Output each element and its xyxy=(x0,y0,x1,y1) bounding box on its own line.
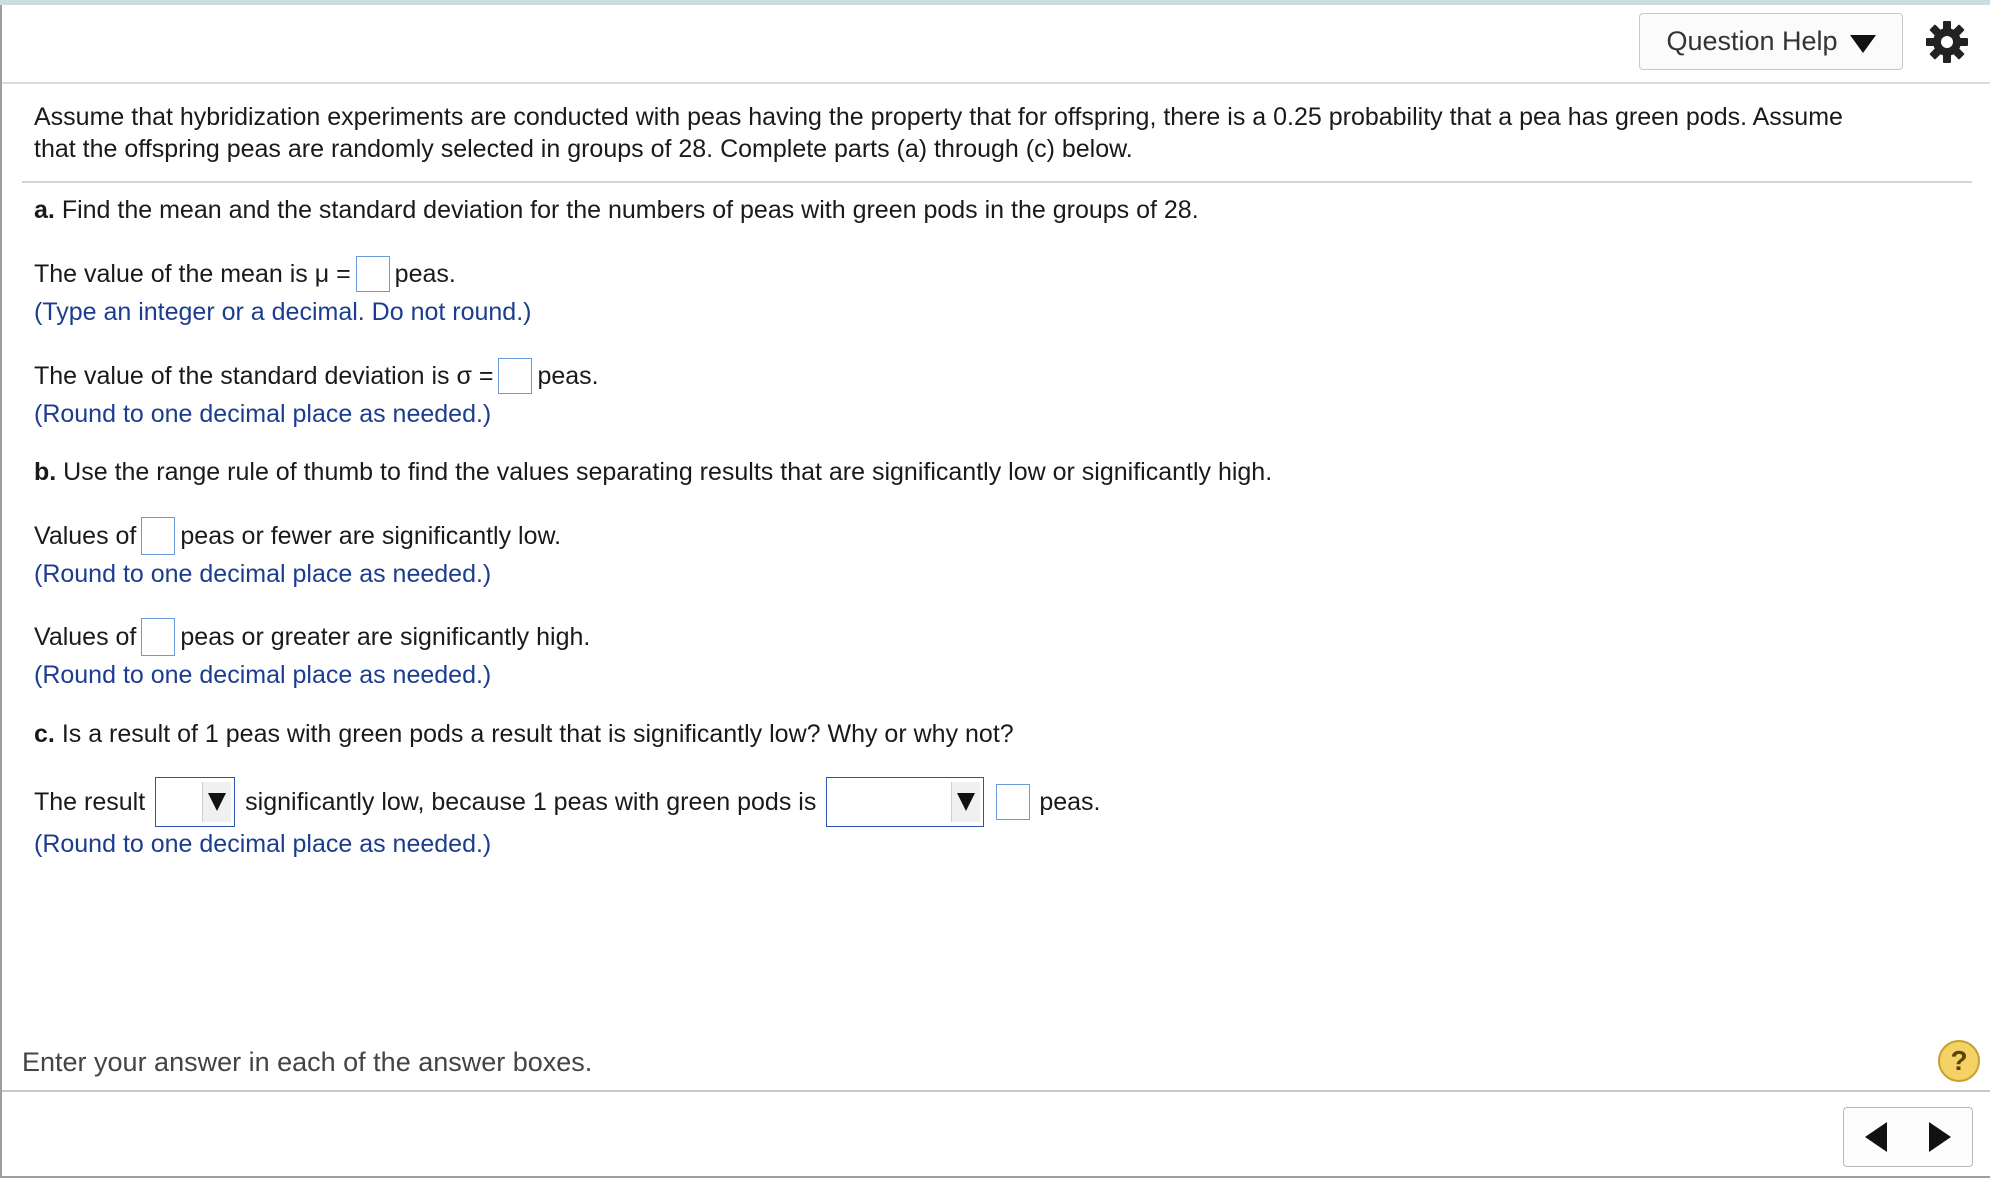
result-middle: significantly low, because 1 peas with green pods is xyxy=(245,787,817,816)
mean-prefix: The value of the mean is μ = xyxy=(34,259,351,288)
sd-suffix: peas. xyxy=(537,361,599,390)
result-prefix: The result xyxy=(34,787,146,816)
part-a-question xyxy=(34,194,1199,226)
high-row xyxy=(34,618,590,656)
next-arrow-icon[interactable] xyxy=(1929,1122,1951,1152)
dropdown-arrow-icon xyxy=(951,782,980,822)
sd-prefix: The value of the standard deviation is σ = xyxy=(34,361,494,390)
left-border xyxy=(0,5,2,1178)
header-divider xyxy=(2,82,1990,84)
sd-hint: (Round to one decimal place as needed.) xyxy=(34,400,492,428)
result-row xyxy=(34,776,1101,828)
part-c-label: c. xyxy=(34,720,55,748)
sd-row xyxy=(34,358,599,394)
low-suffix: peas or fewer are significantly low. xyxy=(180,521,562,550)
part-c-question xyxy=(34,718,1014,750)
high-suffix: peas or greater are significantly high. xyxy=(180,622,591,651)
comparison-dropdown[interactable] xyxy=(826,777,984,827)
gear-icon[interactable] xyxy=(1925,20,1969,64)
intro-line-1: Assume that hybridization experiments are conducted with peas having the property that for offspring, there is a 0.25 probability that a pea has green pods. Assume xyxy=(34,103,1843,131)
question-help-button[interactable] xyxy=(1639,13,1903,70)
footer-instruction: Enter your answer in each of the answer boxes. xyxy=(22,1047,593,1077)
caret-down-icon xyxy=(1850,35,1876,53)
previous-arrow-icon[interactable] xyxy=(1865,1122,1887,1152)
low-answer-input[interactable] xyxy=(141,517,175,555)
question-nav xyxy=(1843,1107,1973,1167)
result-suffix: peas. xyxy=(1039,787,1101,816)
is-isnot-dropdown[interactable] xyxy=(155,777,235,827)
mean-row xyxy=(34,256,456,292)
question-help-label: Question Help xyxy=(1666,26,1838,56)
low-prefix: Values of xyxy=(34,521,137,550)
high-prefix: Values of xyxy=(34,622,137,651)
part-a-text: Find the mean and the standard deviation for the numbers of peas with green pods in the groups of 28. xyxy=(61,196,1199,224)
result-hint: (Round to one decimal place as needed.) xyxy=(34,830,492,858)
low-hint: (Round to one decimal place as needed.) xyxy=(34,560,492,588)
help-icon[interactable]: ? xyxy=(1938,1040,1980,1082)
intro-divider xyxy=(22,181,1972,183)
part-c-text: Is a result of 1 peas with green pods a result that is significantly low? Why or why not? xyxy=(61,720,1014,748)
high-hint: (Round to one decimal place as needed.) xyxy=(34,661,492,689)
footer-divider xyxy=(2,1090,1990,1092)
dropdown-arrow-icon xyxy=(202,782,231,822)
top-border xyxy=(0,0,1990,5)
sd-answer-input[interactable] xyxy=(498,358,532,394)
problem-intro xyxy=(34,101,1964,165)
part-b-label: b. xyxy=(34,458,57,486)
mean-hint: (Type an integer or a decimal. Do not round.) xyxy=(34,298,532,326)
part-a-label: a. xyxy=(34,196,55,224)
low-row xyxy=(34,517,561,555)
intro-line-2: that the offspring peas are randomly selected in groups of 28. Complete parts (a) through (c) below. xyxy=(34,135,1133,163)
mean-answer-input[interactable] xyxy=(356,256,390,292)
part-b-question xyxy=(34,456,1272,488)
high-answer-input[interactable] xyxy=(141,618,175,656)
mean-suffix: peas. xyxy=(394,259,456,288)
result-answer-input[interactable] xyxy=(996,784,1030,820)
part-b-text: Use the range rule of thumb to find the values separating results that are significantly low or significantly high. xyxy=(63,458,1273,486)
